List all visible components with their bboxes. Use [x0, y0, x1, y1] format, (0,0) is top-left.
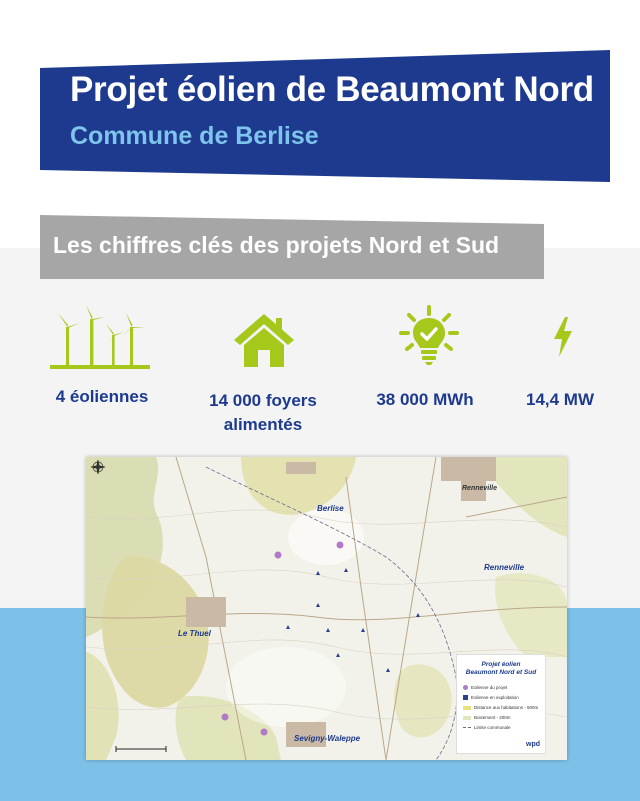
map-legend — [456, 654, 546, 754]
legend-item — [463, 695, 519, 700]
lightbulb-icon — [399, 305, 459, 367]
wpd-logo: wpd — [526, 741, 540, 748]
page-title: Projet éolien de Beaumont Nord — [70, 70, 594, 109]
legend-item — [463, 715, 511, 720]
stat-households-label-line1: 14 000 foyers — [209, 391, 317, 410]
stat-power-label: 14,4 MW — [525, 390, 595, 409]
legend-item-label: Distance aux habitations - 500m — [474, 705, 539, 710]
legend-item-label: Eolienne en exploitation — [471, 695, 519, 700]
legend-swatch-woodland — [463, 716, 471, 720]
stat-households-label-line2: alimentés — [223, 415, 303, 434]
stat-energy-label: 38 000 MWh — [376, 390, 474, 409]
legend-swatch-project — [463, 685, 468, 690]
project-map — [86, 457, 567, 760]
legend-swatch-boundary — [463, 727, 471, 728]
section-title: Les chiffres clés des projets Nord et Sud — [53, 232, 500, 258]
legend-title — [457, 661, 545, 677]
page-subtitle: Commune de Berlise — [70, 122, 319, 150]
map-label-berlise: Berlise — [317, 504, 344, 513]
legend-swatch-existing — [463, 695, 468, 700]
legend-item-label: Boisement - 200m — [474, 715, 511, 720]
legend-swatch-distance — [463, 706, 471, 710]
house-icon — [232, 312, 296, 368]
legend-title-line2: Beaumont Nord et Sud — [465, 669, 537, 676]
legend-title-line1: Projet éolien — [481, 661, 521, 668]
lightning-icon — [552, 317, 574, 357]
wind-turbines-icon — [50, 305, 150, 373]
stat-turbines-label: 4 éoliennes — [55, 387, 149, 406]
map-label-sevigny: Sevigny-Waleppe — [294, 734, 361, 743]
legend-item-label: Eolienne du projet — [471, 685, 508, 690]
legend-item-label: Limite communale — [474, 725, 511, 730]
map-label-renneville-north: Renneville — [462, 485, 498, 492]
legend-item — [463, 705, 538, 710]
legend-item — [463, 725, 511, 730]
legend-item — [463, 685, 507, 690]
map-label-le-thuel: Le Thuel — [178, 629, 211, 638]
map-label-renneville: Renneville — [484, 563, 525, 572]
